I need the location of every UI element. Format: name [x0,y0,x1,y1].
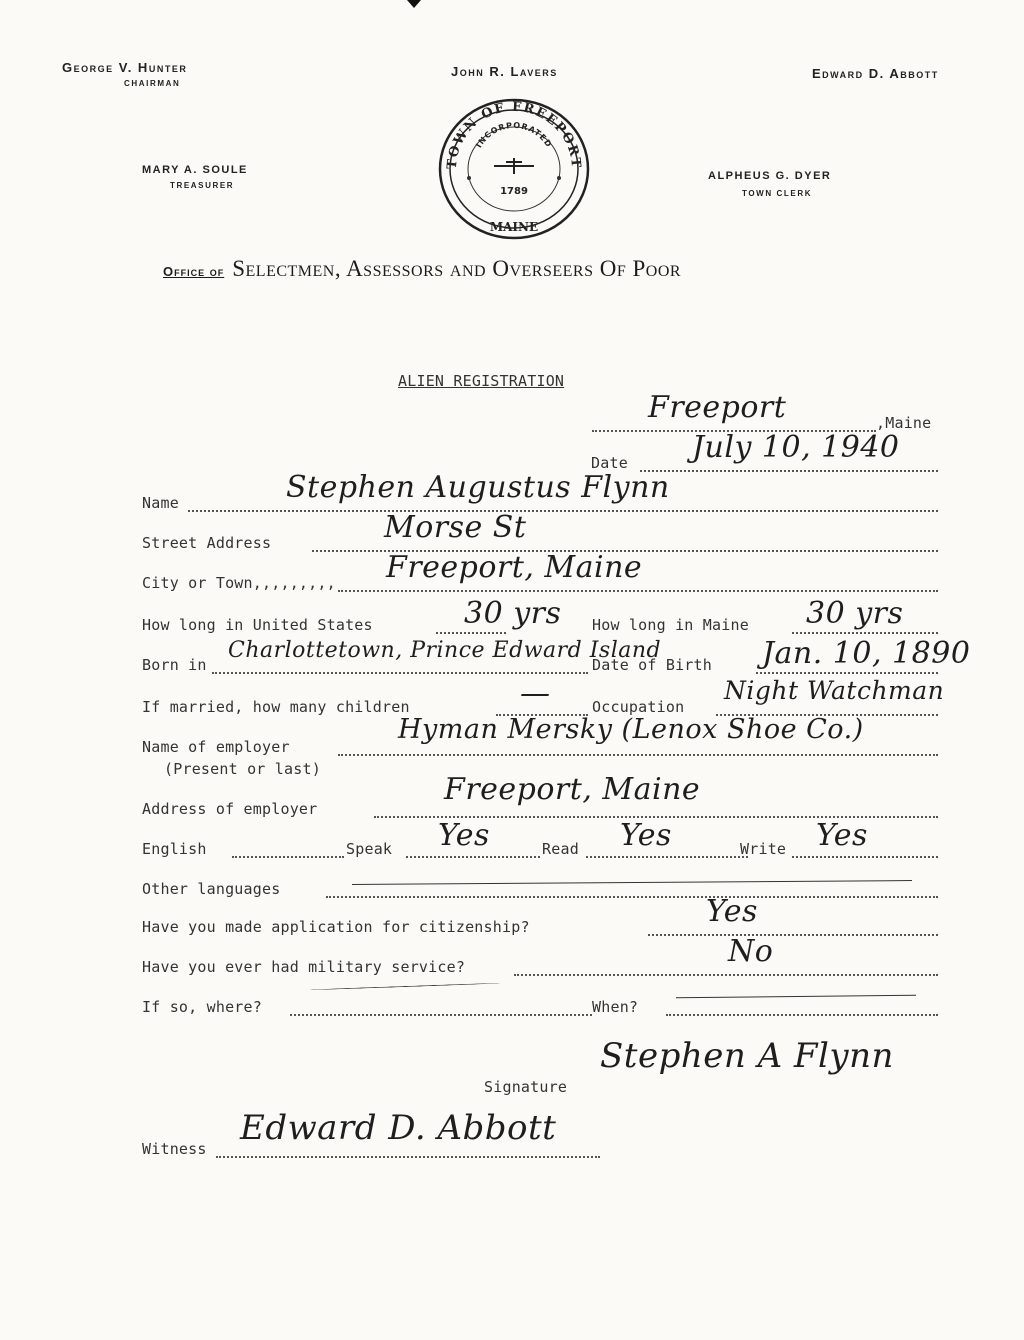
officer-treasurer-name: MARY A. SOULE [142,164,248,176]
handwritten-read: Yes [620,818,672,853]
officer-clerk-title: TOWN CLERK [742,189,813,198]
office-heading [163,256,681,282]
employer-sub-label: (Present or last) [164,760,321,778]
witness-dotline [216,1156,600,1158]
how-long-maine-dotline [792,632,938,634]
when-dotline [666,1014,938,1016]
handwritten-employer-address: Freeport, Maine [444,772,701,807]
town-seal [436,96,592,242]
employer-dotline [338,754,938,756]
handwritten-how-long-us: 30 yrs [464,596,562,631]
form-title: ALIEN REGISTRATION [398,372,565,390]
officer-chairman-title: CHAIRMAN [124,79,181,88]
officer-lavers-name: John R. Lavers [451,64,558,79]
citizenship-dotline [648,934,938,936]
speak-label: Speak [346,840,393,858]
write-dotline [792,856,938,858]
military-dotline [514,974,938,976]
born-in-label: Born in [142,656,207,674]
dob-dotline [756,672,938,674]
other-languages-stroke [352,880,912,885]
married-label: If married, how many children [142,698,410,716]
handwritten-city: Freeport, Maine [386,550,643,585]
english-dotline [232,856,344,858]
military-stroke [310,983,500,991]
handwritten-place: Freeport [648,390,787,425]
city-dotline [338,590,938,592]
handwritten-name: Stephen Augustus Flynn [286,470,670,505]
handwritten-how-long-maine: 30 yrs [806,596,904,631]
when-stroke [676,995,916,999]
how-long-us-dotline [436,632,506,634]
signature-label: Signature [484,1078,568,1096]
handwritten-employer: Hyman Mersky (Lenox Shoe Co.) [398,714,864,745]
handwritten-children: — [520,676,551,711]
seal-inner-text: INCORPORATED [474,120,554,150]
handwritten-date: July 10, 1940 [692,430,900,465]
officer-clerk-name: ALPHEUS G. DYER [708,170,832,182]
handwritten-witness: Edward D. Abbott [240,1108,557,1148]
write-label: Write [740,840,787,858]
born-in-dotline [212,672,588,674]
street-label: Street Address [142,534,272,552]
name-label: Name [142,494,179,512]
other-languages-dotline [326,896,938,898]
handwritten-write: Yes [816,818,868,853]
name-dotline [188,510,938,512]
handwritten-citizenship: Yes [706,894,758,929]
handwritten-military: No [728,934,774,969]
employer-address-label: Address of employer [142,800,318,818]
handwritten-street: Morse St [384,510,527,545]
seal-bottom-text: MAINE [489,220,539,234]
top-edge-mark [407,0,421,8]
handwritten-dob: Jan. 10, 1890 [762,636,971,671]
english-label: English [142,840,207,858]
military-label: Have you ever had military service? [142,958,466,976]
where-label: If so, where? [142,998,262,1016]
occupation-label: Occupation [592,698,685,716]
handwritten-born-in: Charlottetown, Prince Edward Island [228,638,662,663]
when-label: When? [592,998,639,1016]
office-line-text: Selectmen, Assessors and Overseers Of Poor [232,256,682,281]
officer-chairman-name: George V. Hunter [62,60,188,75]
handwritten-occupation: Night Watchman [724,676,945,705]
how-long-us-label: How long in United States [142,616,373,634]
how-long-maine-label: How long in Maine [592,616,749,634]
seal-year: 1789 [500,186,528,197]
handwritten-signature: Stephen A Flynn [600,1036,894,1076]
city-label: City or Town,,,,,,,,, [142,574,336,592]
where-dotline [290,1014,592,1016]
citizenship-label: Have you made application for citizenship? [142,918,530,936]
witness-label: Witness [142,1140,207,1158]
seal-emblem [494,158,534,174]
read-dotline [586,856,748,858]
officer-abbott-name: Edward D. Abbott [812,66,939,81]
date-label: Date [591,454,628,472]
officer-treasurer-title: TREASURER [170,181,235,190]
read-label: Read [542,840,579,858]
employer-label: Name of employer [142,738,290,756]
speak-dotline [406,856,540,858]
office-of-label: Office of [163,264,225,279]
date-dotline [640,470,938,472]
handwritten-speak: Yes [438,818,490,853]
maine-suffix: ,Maine [876,414,932,432]
dob-label: Date of Birth [592,656,712,674]
other-languages-label: Other languages [142,880,281,898]
seal-top-text: TOWN OF FREEPORT [444,99,584,170]
